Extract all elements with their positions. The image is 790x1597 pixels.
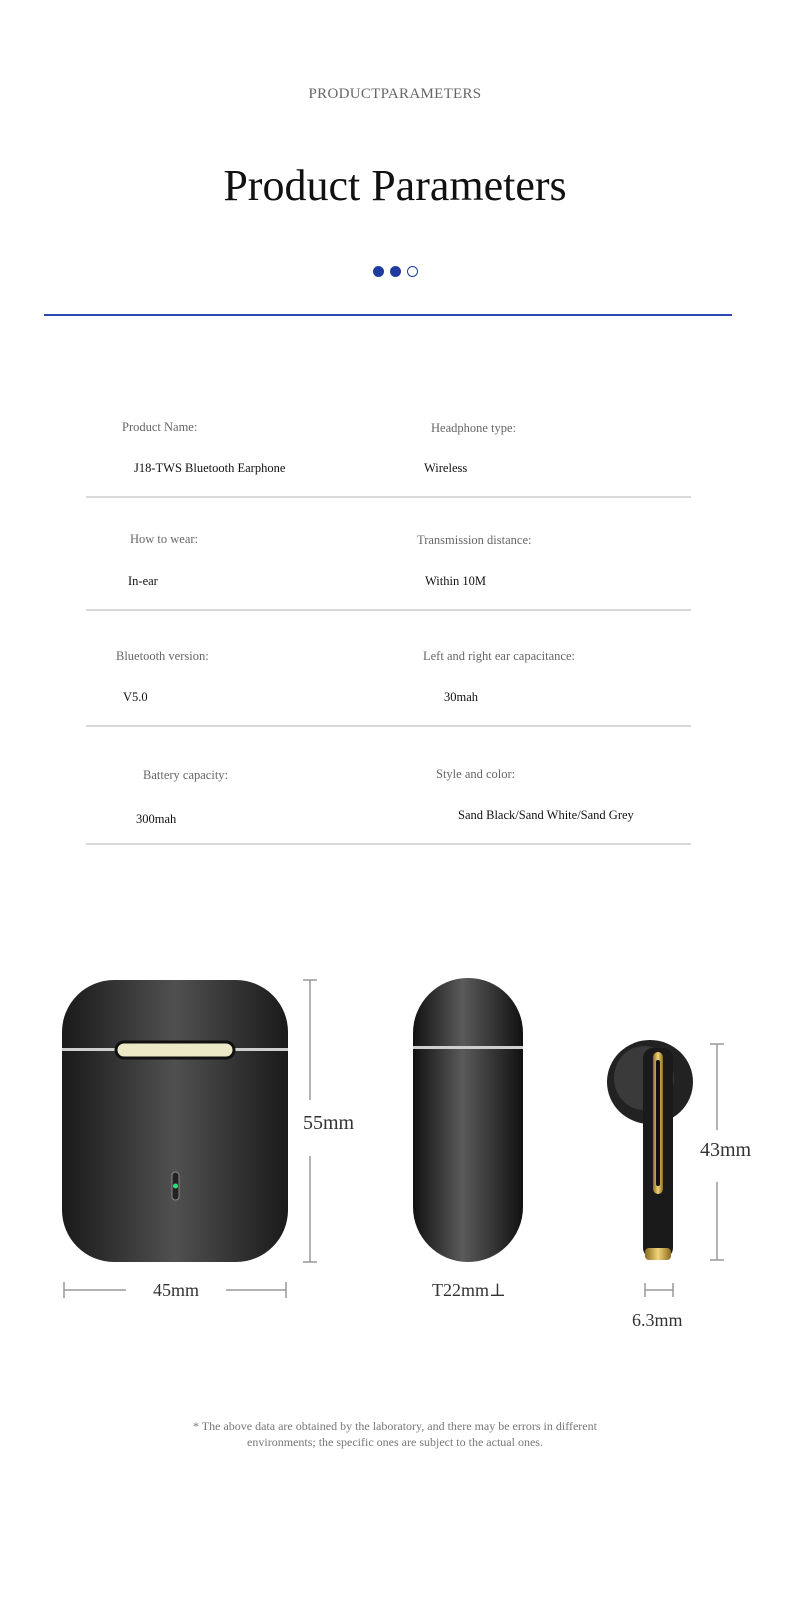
ear-capacitance-value: 30mah xyxy=(444,690,479,704)
bluetooth-version-label: Bluetooth version: xyxy=(116,649,209,663)
row-divider xyxy=(86,843,691,845)
battery-capacity-label: Battery capacity: xyxy=(143,768,229,782)
style-color-label: Style and color: xyxy=(436,767,516,781)
product-name-value: J18-TWS Bluetooth Earphone xyxy=(134,461,286,475)
page-title: Product Parameters xyxy=(223,161,567,210)
row-divider xyxy=(86,496,691,498)
dot-hollow xyxy=(407,266,418,277)
how-to-wear-label: How to wear: xyxy=(130,532,199,546)
headphone-type-value: Wireless xyxy=(424,461,468,475)
footnote xyxy=(0,1418,790,1450)
row-divider xyxy=(86,725,691,727)
earbud-width-label: 6.3mm xyxy=(632,1310,683,1330)
earbud xyxy=(607,1040,693,1260)
headphone-type-label: Headphone type: xyxy=(431,421,517,435)
row-divider xyxy=(86,609,691,611)
case-height-label: 55mm xyxy=(303,1112,355,1134)
product-name-label: Product Name: xyxy=(122,420,198,434)
footnote-line-1: * The above data are obtained by the laboratory, and there may be errors in different xyxy=(193,1419,597,1433)
bluetooth-version-value: V5.0 xyxy=(123,690,148,704)
earbud-height-label: 43mm xyxy=(700,1139,752,1161)
how-to-wear-value: In-ear xyxy=(128,574,158,588)
product-dimensions-illustration xyxy=(0,960,790,1360)
battery-capacity-value: 300mah xyxy=(136,812,177,826)
case-width-label: 45mm xyxy=(153,1280,200,1300)
header-divider xyxy=(44,314,732,316)
charging-case-front xyxy=(62,980,288,1262)
style-color-value: Sand Black/Sand White/Sand Grey xyxy=(458,808,634,822)
dot-filled xyxy=(373,266,384,277)
ear-capacitance-label: Left and right ear capacitance: xyxy=(423,649,575,663)
charging-case-side xyxy=(413,978,523,1262)
transmission-distance-value: Within 10M xyxy=(425,574,486,588)
dot-filled xyxy=(390,266,401,277)
case-thickness-label: T22mm⊥ xyxy=(432,1280,506,1300)
transmission-distance-label: Transmission distance: xyxy=(417,533,532,547)
footnote-line-2: environments; the specific ones are subject to the actual ones. xyxy=(247,1435,543,1449)
pagination-dots xyxy=(0,266,790,277)
section-eyebrow: PRODUCTPARAMETERS xyxy=(308,86,482,102)
